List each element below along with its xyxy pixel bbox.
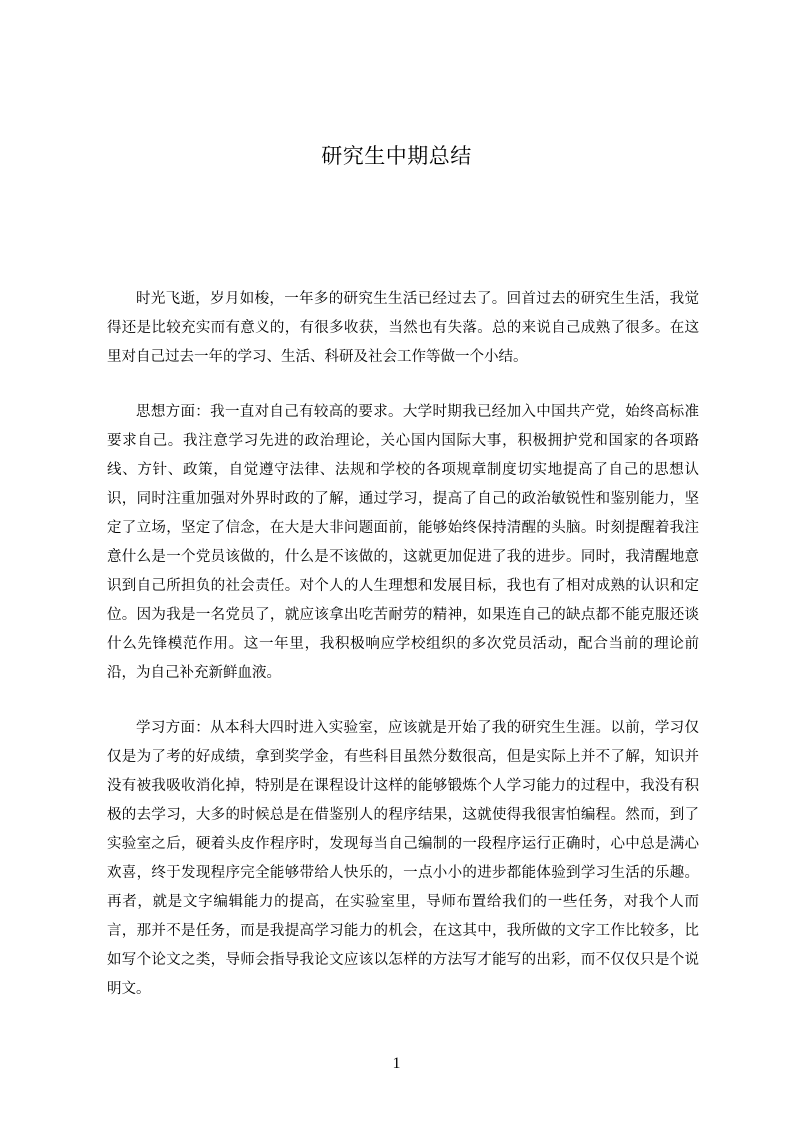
page-title: 研究生中期总结 (321, 144, 472, 168)
document-body (107, 285, 699, 1030)
intro-paragraph: 时光飞逝，岁月如梭，一年多的研究生生活已经过去了。回首过去的研究生生活，我觉得还是比较充实而有意义的，有很多收获，当然也有失落。总的来说自己成熟了很多。在这里对自己过去一年的学习、生活、科研及社会工作等做一个小结。 (107, 291, 699, 365)
study-paragraph: 学习方面：从本科大四时进入实验室，应该就是开始了我的研究生生涯。以前，学习仅仅是为了考的好成绩，拿到奖学金，有些科目虽然分数很高，但是实际上并不了解，知识并没有被我吸收消化掉，特别是在课程设计这样的能够锻炼个人学习能力的过程中，我没有积极的去学习，大多的时候总是在借鉴别人的程序结果，这就使得我很害怕编程。然而，到了实验室之后，硬着头皮作程序时，发现每当自己编制的一段程序运行正确时，心中总是满心欢喜，终于发现程序完全能够带给人快乐的，一点小小的进步都能体验到学习生活的乐趣。再者，就是文字编辑能力的提高，在实验室里，导师布置给我们的一些任务，对我个人而言，那并不是任务，而是我提高学习能力的机会，在这其中，我所做的文字工作比较多，比如写个论文之类，导师会指导我论文应该以怎样的方法写才能写的出彩，而不仅仅只是个说明文。 (107, 720, 699, 997)
page-number: 1 (392, 1055, 401, 1072)
ideology-paragraph: 思想方面：我一直对自己有较高的要求。大学时期我已经加入中国共产党，始终高标准要求自己。我注意学习先进的政治理论，关心国内国际大事，积极拥护党和国家的各项路线、方针、政策，自觉遵守法律、法规和学校的各项规章制度切实地提高了自己的思想认识，同时注重加强对外界时政的了解，通过学习，提高了自己的政治敏锐性和鉴别能力，坚定了立场，坚定了信念，在大是大非问题面前，能够始终保持清醒的头脑。时刻提醒着我注意什么是一个党员该做的，什么是不该做的，这就更加促进了我的进步。同时，我清醒地意识到自己所担负的社会责任。对个人的人生理想和发展目标，我也有了相对成熟的认识和定位。因为我是一名党员了，就应该拿出吃苦耐劳的精神，如果连自己的缺点都不能克服还谈什么先锋模范作用。这一年里，我积极响应学校组织的多次党员活动，配合当前的理论前沿，为自己补充新鲜血液。 (107, 404, 699, 681)
